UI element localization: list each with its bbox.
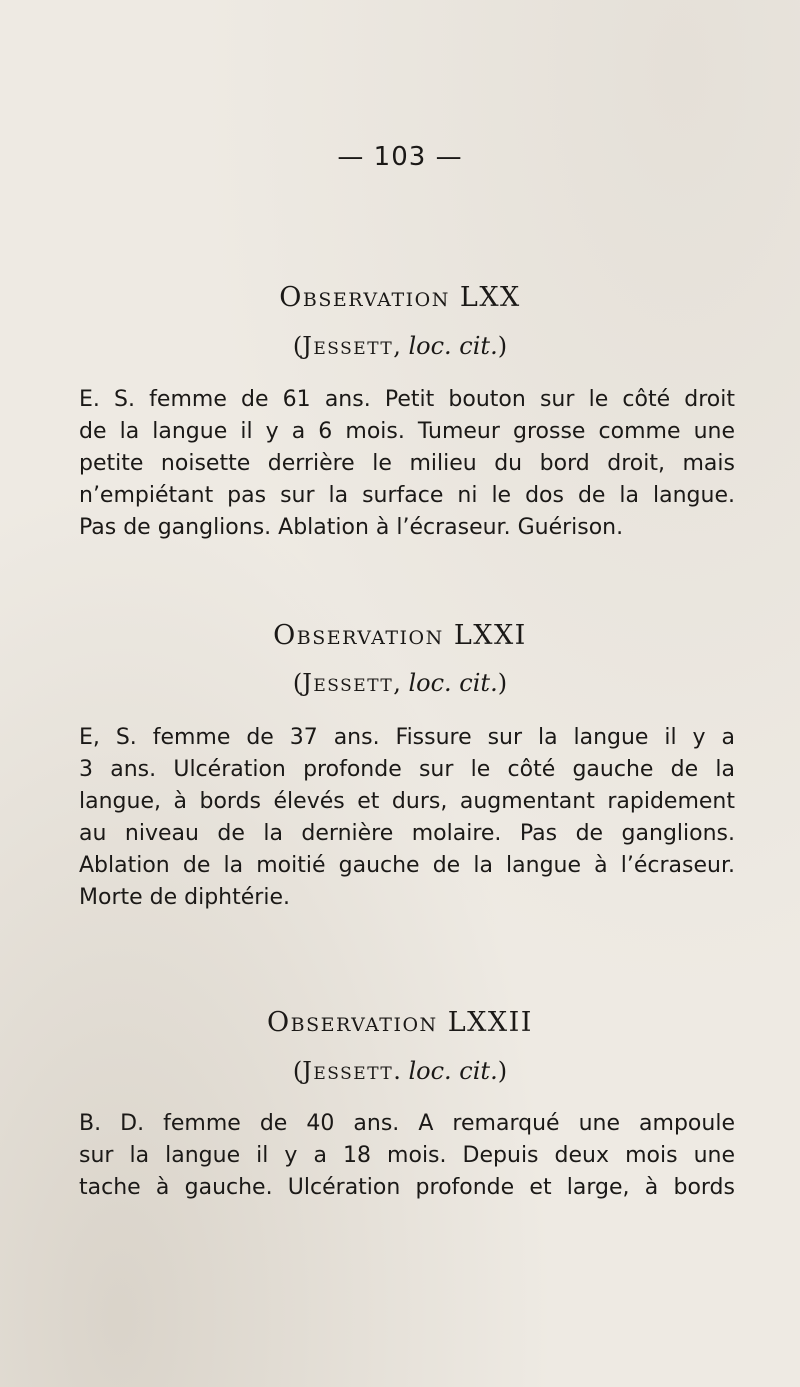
observation-title: Observation LXXII <box>267 1007 533 1038</box>
observation-title: Observation LXX <box>279 282 521 313</box>
ref-close: ) <box>497 669 508 697</box>
text-line: sur la langue il y a 18 mois. Depuis deux mois une <box>79 1143 735 1168</box>
text-line: Ablation de la moitié gauche de la langue à l’écraseur. <box>79 853 735 878</box>
ref-author: Jessett <box>302 669 394 697</box>
text-line: n’empiétant pas sur la surface ni le dos de la langue. <box>79 483 735 508</box>
ref-loc: loc. cit. <box>408 332 498 360</box>
observation-title: Observation LXXI <box>273 620 527 651</box>
text-line: E, S. femme de 37 ans. Fissure sur la langue il y a <box>79 725 735 750</box>
ref-close: ) <box>497 1057 508 1085</box>
text-line: langue, à bords élevés et durs, augmentant rapidement <box>79 789 735 814</box>
ref-open: ( <box>292 669 303 697</box>
text-line: tache à gauche. Ulcération profonde et large, à bords <box>79 1175 735 1200</box>
text-line: Pas de ganglions. Ablation à l’écraseur. Guérison. <box>79 515 624 540</box>
ref-author: Jessett <box>302 1057 394 1085</box>
observation-reference <box>0 332 800 360</box>
ref-separator: , <box>393 332 409 360</box>
text-line: de la langue il y a 6 mois. Tumeur grosse comme une <box>79 419 735 444</box>
text-line: 3 ans. Ulcération profonde sur le côté gauche de la <box>79 757 735 782</box>
text-line: au niveau de la dernière molaire. Pas de ganglions. <box>79 821 735 846</box>
ref-author: Jessett <box>302 332 394 360</box>
text-line: E. S. femme de 61 ans. Petit bouton sur le côté droit <box>79 387 735 412</box>
text-line: B. D. femme de 40 ans. A remarqué une ampoule <box>79 1111 735 1136</box>
observation-body <box>79 722 735 914</box>
text-line: petite noisette derrière le milieu du bord droit, mais <box>79 451 735 476</box>
observation-body <box>79 384 735 544</box>
ref-loc: loc. cit. <box>408 1057 498 1085</box>
observation-reference <box>0 669 800 697</box>
ref-separator: . <box>393 1057 409 1085</box>
observation-reference <box>0 1057 800 1085</box>
text-line: Morte de diphtérie. <box>79 885 290 910</box>
ref-open: ( <box>292 1057 303 1085</box>
ref-separator: , <box>393 669 409 697</box>
ref-close: ) <box>497 332 508 360</box>
page-number: — 103 — <box>337 142 463 172</box>
ref-loc: loc. cit. <box>408 669 498 697</box>
observation-body <box>79 1108 735 1204</box>
ref-open: ( <box>292 332 303 360</box>
